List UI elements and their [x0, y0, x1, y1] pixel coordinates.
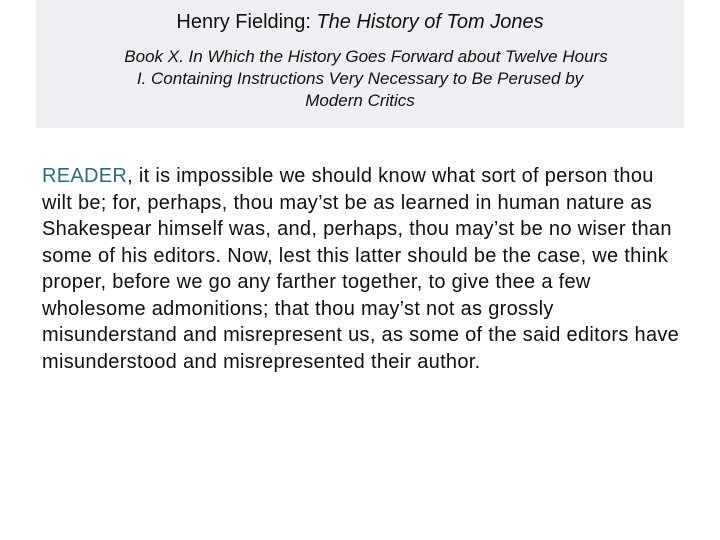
- lead-word: READER: [42, 165, 128, 187]
- title-header: [36, 0, 684, 128]
- chapter-heading-line-2: Modern Critics: [305, 91, 415, 110]
- book-heading: Book X. In Which the History Goes Forward about Twelve Hours: [124, 47, 608, 66]
- work-title: The History of Tom Jones: [316, 11, 544, 33]
- chapter-heading-line-1: I. Containing Instructions Very Necessary to Be Perused by: [136, 69, 584, 88]
- page-title: [36, 10, 684, 34]
- paragraph-text: , it is impossible we should know what sort of person thou wilt be; for, perhaps, thou may’st be as learned in human nature as Shakespear himself was, and, perhaps, thou may’st be no wiser than some of his editors. Now, lest this latter should be the case, we think proper, before we go any farther together, to give thee a few wholesome admonitions; that thou may’st not as grossly misunderstand and misrepresent us, as some of the said editors have misunderstood and misrepresented their author.: [42, 165, 680, 373]
- body-paragraph: [42, 163, 682, 375]
- author-name: Henry Fielding:: [176, 11, 317, 33]
